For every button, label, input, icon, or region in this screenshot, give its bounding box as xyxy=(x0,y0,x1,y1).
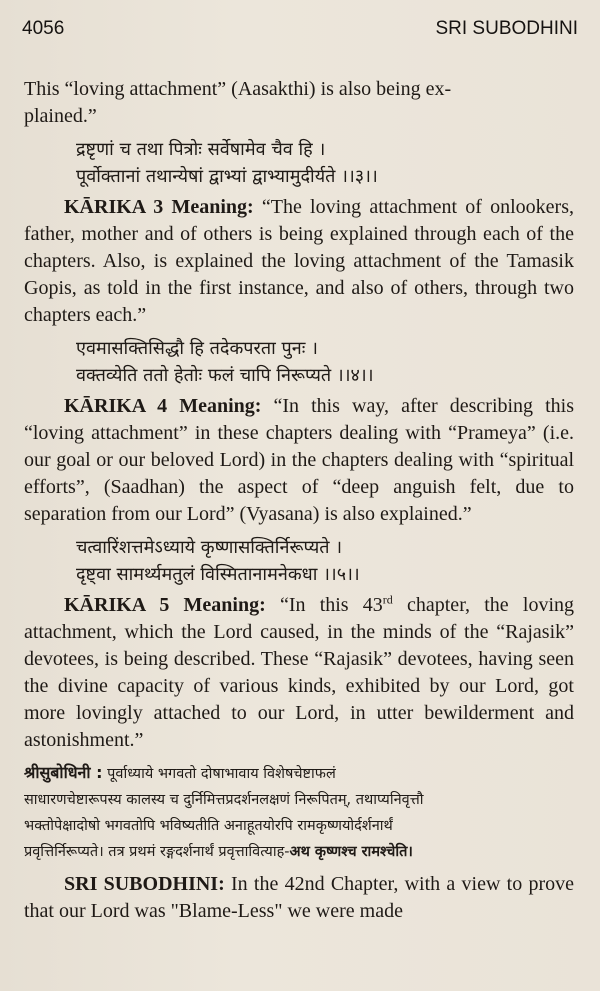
verse-4 xyxy=(24,335,574,389)
subodhini-heading: SRI SUBODHINI: xyxy=(64,873,225,895)
commentary-line-3: भक्तोपेक्षादोषो भगवतोपि भविष्यतीति अनाहूतयोरपि रामकृष्णयोर्दर्शनार्थं xyxy=(24,818,393,834)
verse-3-line-2: पूर्वोक्तानां तथान्येषां द्वाभ्यां द्वाभ्यामुदीर्यते ।।३।। xyxy=(76,166,378,187)
verse-4-line-1: एवमासक्तिसिद्धौ हि तदेकपरता पुनः । xyxy=(76,338,318,359)
intro-line-2: plained.” xyxy=(24,105,97,127)
verse-3-line-1: द्रष्टृणां च तथा पित्रोः सर्वेषामेव चैव हि । xyxy=(76,139,326,160)
subodhini-paragraph xyxy=(24,871,574,925)
subodhini-text: In the 42nd Chapter, with a view to prove that our Lord was "Blame-Less" we were made xyxy=(24,873,574,922)
subodhini-commentary xyxy=(24,760,574,865)
karika-3-heading: KĀRIKA 3 Meaning: xyxy=(64,196,254,218)
verse-5 xyxy=(24,534,574,588)
karika-5-heading: KĀRIKA 5 Meaning: xyxy=(64,594,266,616)
karika-5-text-post: chapter, the loving attachment, which the Lord caused, in the minds of the “Rajasik” devotees, is being described. These “Rajasik” devotees, having seen the divine capacity of various kinds, exhibited by our Lord, got more lovingly attached to our Lord, in utter bewilderment and astonishment.” xyxy=(24,594,574,751)
karika-4-paragraph xyxy=(24,393,574,528)
commentary-line-1 xyxy=(24,760,574,787)
commentary-lead: श्रीसुबोधिनी : xyxy=(24,763,103,782)
commentary-line-4 xyxy=(24,839,574,865)
running-title: SRI SUBODHINI xyxy=(435,18,578,39)
intro-line-1: This “loving attachment” (Aasakthi) is also being ex- xyxy=(24,78,452,100)
page-header xyxy=(22,18,578,48)
commentary-line-4-text: प्रवृत्तिर्निरूप्यते। तत्र प्रथमं रङ्गदर्शनार्थं प्रवृत्तावित्याह- xyxy=(24,844,290,860)
verse-3 xyxy=(24,136,574,190)
page-content xyxy=(24,76,574,925)
karika-4-heading: KĀRIKA 4 Meaning: xyxy=(64,395,262,417)
intro-paragraph xyxy=(24,76,574,130)
karika-5-text-pre: “In this 43 xyxy=(279,594,383,616)
commentary-line-4-bold: अथ कृष्णश्च रामश्चेति। xyxy=(289,844,413,860)
verse-5-line-1: चत्वारिंशत्तमेऽध्याये कृष्णासक्तिर्निरूप्यते । xyxy=(76,537,343,558)
commentary-line-2: साधारणचेष्टारूपस्य कालस्य च दुर्निमित्तप्रदर्शनलक्षणं निरूपितम्, तथाप्यनिवृत्तौ xyxy=(24,792,424,808)
verse-4-line-2: वक्तव्येति ततो हेतोः फलं चापि निरूप्यते ।।४।। xyxy=(76,365,374,386)
karika-5-paragraph xyxy=(24,592,574,754)
commentary-line-1-text: पूर्वाध्याये भगवतो दोषाभावाय विशेषचेष्टाफलं xyxy=(102,766,336,782)
verse-5-line-2: दृष्ट्वा सामर्थ्यमतुलं विस्मितानामनेकधा ।।५।। xyxy=(76,564,360,585)
karika-3-text: “The loving attachment of onlookers, father, mother and of others is being explained through each of the chapters. Also, is explained the loving attachment of the Tamasik Gopis, as told in the first instance, and also of others, through two chapters each.” xyxy=(24,196,575,326)
page-number: 4056 xyxy=(22,18,65,39)
karika-3-paragraph xyxy=(24,194,574,329)
karika-4-text: “In this way, after describing this “loving attachment” in these chapters dealing with “Prameya” (i.e. our goal or our beloved Lord) in the chapters dealing with “spiritual efforts”, (Saadhan) the aspect of “deep anguish felt, due to separation from our Lord” (Vyasana) is also explained.” xyxy=(24,395,575,525)
karika-5-ordinal: rd xyxy=(382,592,393,607)
